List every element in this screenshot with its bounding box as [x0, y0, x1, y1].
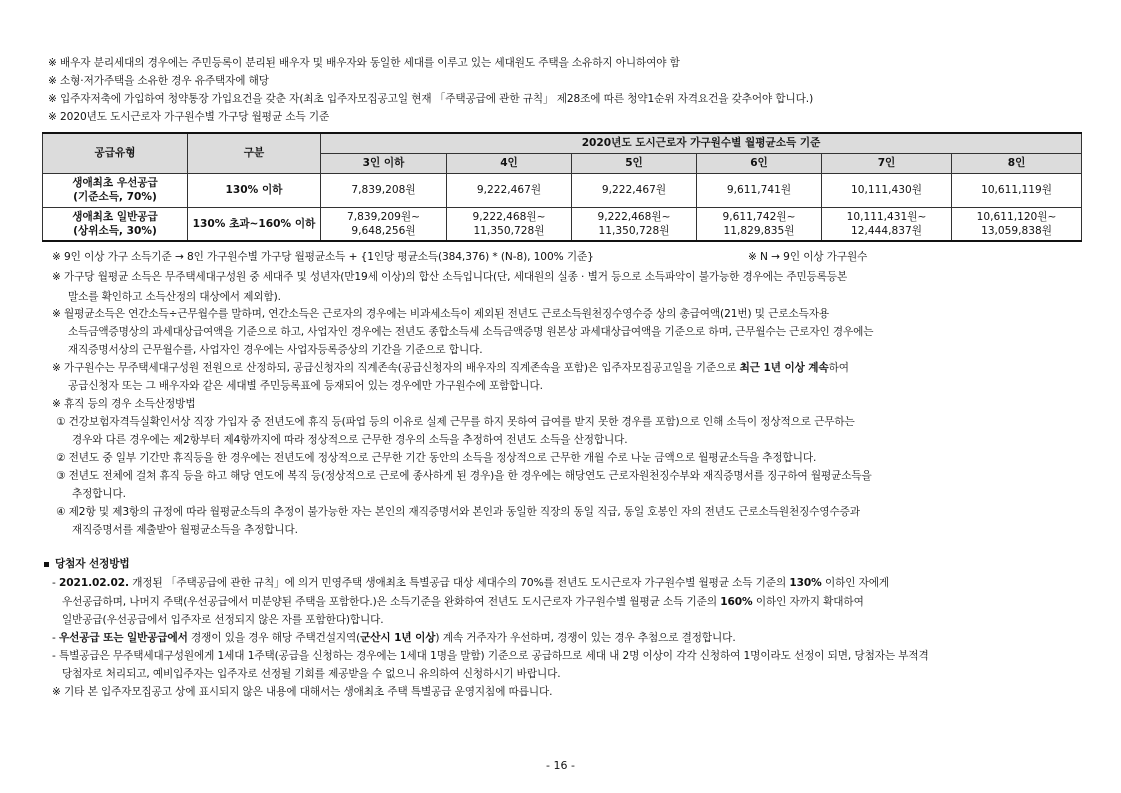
table-cell: 10,111,431원~ 12,444,837원 — [822, 207, 952, 241]
income-table — [42, 132, 1082, 242]
note-subscription: ※ 입주자저축에 가입하여 청약통장 가입요건을 갖춘 자(최초 입주자모집공고일 현재 「주택공급에 관한 규칙」 제28조에 따른 청약1순위 자격요건을 갖추어야 합니다.) — [48, 93, 814, 105]
selection-para-1-cont2: 일반공급(우선공급에서 입주자로 선정되지 않은 자를 포함한다)합니다. — [62, 614, 384, 626]
table-cell: 9,611,742원~ 11,829,835원 — [697, 207, 822, 241]
selection-para-1: - 2021.02.02. 개정된 「주택공급에 관한 규칙」에 의거 민영주택 생애최초 특별공급 대상 세대수의 70%를 전년도 도시근로자 가구원수별 월평균 소득 기준의 130% 이하인 자에게 — [52, 577, 890, 589]
leave-clause-1-cont: 경우와 다른 경우에는 제2항부터 제4항까지에 따라 정상적으로 근무한 경우의 소득을 추정하여 전년도 소득을 산정합니다. — [72, 434, 628, 446]
row-category: 130% 초과~160% 이하 — [188, 207, 321, 241]
selection-para-4: ※ 기타 본 입주자모집공고 상에 표시되지 않은 내용에 대해서는 생애최초 주택 특별공급 운영지침에 따릅니다. — [52, 686, 553, 698]
leave-clause-3: ③ 전년도 전체에 걸쳐 휴직 등을 하고 해당 연도에 복직 등(정상적으로 근로에 종사하게 된 경우)을 한 경우에는 해당연도 근로자원천징수부와 재직증명서를 징구하여 월평균소득을 — [56, 470, 872, 482]
table-cell: 10,111,430원 — [822, 173, 952, 207]
table-cell: 10,611,120원~ 13,059,838원 — [952, 207, 1082, 241]
leave-clause-1: ① 건강보험자격득실확인서상 직장 가입자 중 전년도에 휴직 등(파업 등의 이유로 실제 근무를 하지 못하여 급여를 받지 못한 경우를 포함)으로 인해 소득이 정상적으로 근무하는 — [56, 416, 855, 428]
note-leave-heading: ※ 휴직 등의 경우 소득산정방법 — [52, 398, 196, 410]
selection-para-3-cont: 당첨자로 처리되고, 예비입주자는 입주자로 선정될 기회를 제공받을 수 없으니 유의하여 신청하시기 바랍니다. — [62, 668, 561, 680]
leave-clause-3-cont: 추정합니다. — [72, 488, 126, 500]
table-cell: 10,611,119원 — [952, 173, 1082, 207]
header-size: 7인 — [822, 153, 952, 173]
header-group: 2020년도 도시근로자 가구원수별 월평균소득 기준 — [321, 133, 1082, 153]
header-size: 4인 — [447, 153, 572, 173]
leave-clause-4: ④ 제2항 및 제3항의 규정에 따라 월평균소득의 추정이 불가능한 자는 본인의 재직증명서와 본인과 동일한 직장의 동일 직급, 동일 호봉인 자의 전년도 근로소득원천징수영수증과 — [56, 506, 860, 518]
note-formula: ※ 9인 이상 가구 소득기준 → 8인 가구원수별 가구당 월평균소득 + {1인당 평균소득(384,376) * (N-8), 100% 기준} — [52, 251, 594, 263]
table-cell: 7,839,209원~ 9,648,256원 — [321, 207, 447, 241]
note-household-income: ※ 가구당 월평균 소득은 무주택세대구성원 중 세대주 및 성년자(만19세 이상)의 합산 소득입니다(단, 세대원의 실종 · 별거 등으로 소득파악이 불가능한 경우에는 주민등록등본 — [52, 271, 848, 283]
note-household-members-cont: 공급신청자 또는 그 배우자와 같은 세대별 주민등록표에 등재되어 있는 경우에만 가구원수에 포함합니다. — [68, 380, 543, 392]
table-cell: 9,611,741원 — [697, 173, 822, 207]
selection-para-3: - 특별공급은 무주택세대구성원에게 1세대 1주택(공급을 신청하는 경우에는 1세대 1명을 말함) 기준으로 공급하므로 세대 내 2명 이상이 각각 신청하여 1명이라도 선정이 되면, 당첨자는 부적격 — [52, 650, 929, 662]
table-row — [43, 173, 1082, 207]
table-cell: 9,222,467원 — [572, 173, 697, 207]
note-household-members: ※ 가구원수는 무주택세대구성원 전원으로 산정하되, 공급신청자의 직계존속(공급신청자의 배우자의 직계존속을 포함)은 입주자모집공고일을 기준으로 최근 1년 이상 계속하여 — [52, 362, 849, 374]
table-cell: 9,222,467원 — [447, 173, 572, 207]
header-size: 6인 — [697, 153, 822, 173]
note-income-standard: ※ 2020년도 도시근로자 가구원수별 가구당 월평균 소득 기준 — [48, 111, 330, 123]
note-monthly-income-cont2: 재직증명서상의 근무월수를, 사업자인 경우에는 사업자등록증상의 기간을 기준으로 합니다. — [68, 344, 483, 356]
note-formula-n: ※ N → 9인 이상 가구원수 — [748, 251, 868, 263]
note-small-house: ※ 소형·저가주택을 소유한 경우 유주택자에 해당 — [48, 75, 269, 87]
header-size: 5인 — [572, 153, 697, 173]
selection-para-2: - 우선공급 또는 일반공급에서 경쟁이 있을 경우 해당 주택건설지역(군산시 1년 이상) 계속 거주자가 우선하며, 경쟁이 있는 경우 추첨으로 결정합니다. — [52, 632, 736, 644]
note-spouse: ※ 배우자 분리세대의 경우에는 주민등록이 분리된 배우자 및 배우자와 동일한 세대를 이루고 있는 세대원도 주택을 소유하지 아니하여야 함 — [48, 57, 680, 69]
note-household-income-cont: 말소를 확인하고 소득산정의 대상에서 제외함). — [68, 291, 281, 303]
section-heading: 당첨자 선정방법 — [44, 557, 130, 571]
row-type: 생애최초 우선공급 (기준소득, 70%) — [43, 173, 188, 207]
table-row — [43, 207, 1082, 241]
row-type: 생애최초 일반공급 (상위소득, 30%) — [43, 207, 188, 241]
table-cell: 9,222,468원~ 11,350,728원 — [572, 207, 697, 241]
header-size: 8인 — [952, 153, 1082, 173]
header-supply-type: 공급유형 — [43, 133, 188, 173]
header-category: 구분 — [188, 133, 321, 173]
note-monthly-income: ※ 월평균소득은 연간소득÷근무월수를 말하며, 연간소득은 근로자의 경우에는 비과세소득이 제외된 전년도 근로소득원천징수영수증 상의 총급여액(21번) 및 근로소득자용 — [52, 308, 829, 320]
row-category: 130% 이하 — [188, 173, 321, 207]
leave-clause-2: ② 전년도 중 일부 기간만 휴직등을 한 경우에는 전년도에 정상적으로 근무한 기간 동안의 소득을 정상적으로 근무한 개월 수로 나눈 금액으로 월평균소득을 추정합니다. — [56, 452, 817, 464]
header-size: 3인 이하 — [321, 153, 447, 173]
page-number: - 16 - — [546, 759, 575, 772]
leave-clause-4-cont: 재직증명서를 제출받아 월평균소득을 추정합니다. — [72, 524, 298, 536]
table-cell: 9,222,468원~ 11,350,728원 — [447, 207, 572, 241]
square-bullet-icon — [44, 562, 49, 567]
table-cell: 7,839,208원 — [321, 173, 447, 207]
selection-para-1-cont: 우선공급하며, 나머지 주택(우선공급에서 미분양된 주택을 포함한다.)은 소득기준을 완화하여 전년도 도시근로자 가구원수별 월평균 소득 기준의 160% 이하인 자까지 확대하여 — [62, 596, 864, 608]
note-monthly-income-cont: 소득금액증명상의 과세대상급여액을 기준으로 하고, 사업자인 경우에는 전년도 종합소득세 소득금액증명 원본상 과세대상급여액을 기준으로 하며, 근무월수는 근로자인 경우에는 — [68, 326, 874, 338]
